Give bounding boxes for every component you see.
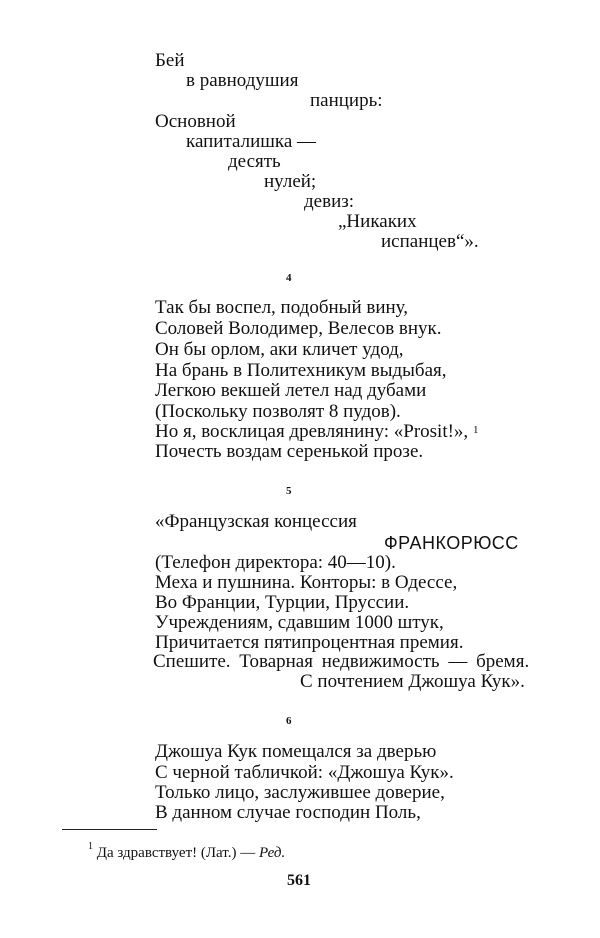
notice-heading: «Французская концессия xyxy=(155,511,357,532)
verse-line: панцирь: xyxy=(310,90,383,111)
verse-line: капиталишка — xyxy=(186,131,317,152)
verse-line: Так бы воспел, подобный вину, xyxy=(155,297,409,318)
section-number: 5 xyxy=(286,485,292,497)
verse-line: В данном случае господин Поль, xyxy=(155,802,421,823)
verse-line: Спешите. Товарная недвижимость — бремя. xyxy=(153,651,530,672)
verse-line-text: Но я, восклицая древлянину: «Prosit!», xyxy=(155,421,469,442)
company-name: ФРАНКОРЮСС xyxy=(384,533,519,553)
verse-line: испанцев“». xyxy=(381,231,479,252)
footnote-mark: 1 xyxy=(88,841,93,852)
verse-line: На брань в Политехникум выдыбая, xyxy=(155,360,447,381)
verse-line: Причитается пятипроцентная премия. xyxy=(155,632,464,653)
verse-line: в равнодушия xyxy=(186,70,299,91)
verse-line: Учреждениям, сдавшим 1000 штук, xyxy=(155,612,444,633)
section-number: 6 xyxy=(286,715,292,727)
verse-line: (Поскольку позволят 8 пудов). xyxy=(155,401,401,422)
verse-line: (Телефон директора: 40—10). xyxy=(155,552,396,573)
verse-line: Джошуа Кук помещался за дверью xyxy=(155,741,437,762)
verse-line: „Никаких xyxy=(338,211,417,232)
footnote-text: Да здравствует! (Лат.) — xyxy=(96,845,259,861)
verse-line: Основной xyxy=(155,111,236,132)
notice-signature: С почтением Джошуа Кук». xyxy=(300,671,525,692)
verse-line: нулей; xyxy=(264,171,317,192)
footnote-reference: 1 xyxy=(472,424,479,436)
footnote-editor: Ред. xyxy=(258,845,286,861)
verse-line: Соловей Володимер, Велесов внук. xyxy=(155,318,442,339)
verse-line: Только лицо, заслужившее доверие, xyxy=(155,782,445,803)
verse-line xyxy=(155,421,478,443)
page-number: 561 xyxy=(287,872,311,889)
verse-line: С черной табличкой: «Джошуа Кук». xyxy=(155,762,454,783)
verse-line: Почесть воздам серенькой прозе. xyxy=(155,441,424,462)
verse-line: Легкою векшей летел над дубами xyxy=(155,380,427,401)
section-number: 4 xyxy=(286,272,292,284)
verse-line: десять xyxy=(228,151,281,172)
verse-line: Бей xyxy=(155,50,185,71)
footnote xyxy=(88,840,285,862)
verse-line: Он бы орлом, аки кличет удод, xyxy=(155,339,404,360)
verse-line: Меха и пушнина. Конторы: в Одессе, xyxy=(155,572,458,593)
verse-line: Во Франции, Турции, Пруссии. xyxy=(155,592,410,613)
verse-line: девиз: xyxy=(304,191,355,212)
footnote-rule xyxy=(62,829,157,830)
